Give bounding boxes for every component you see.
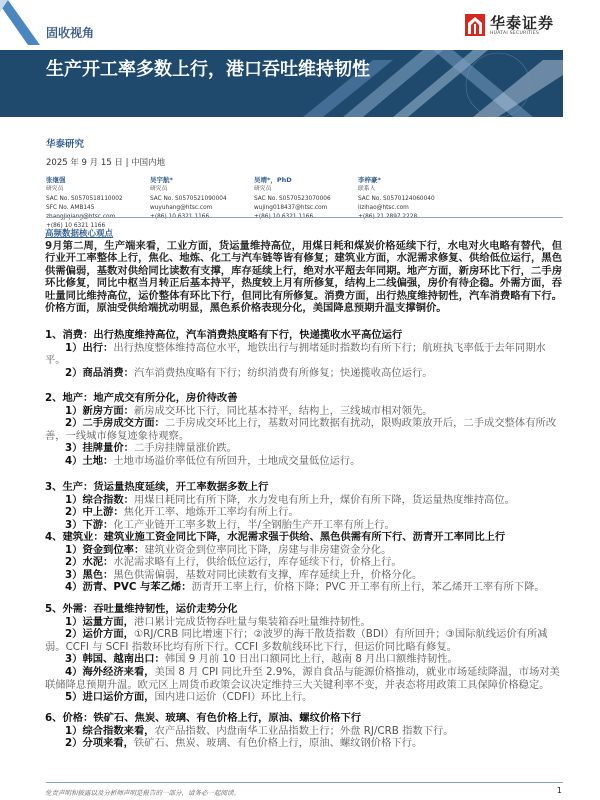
section-heading: 3、生产：货运量热度延续，开工率数据多数上行 [45,481,269,493]
item-text: 铁矿石、焦炭、玻璃、有色价格上行，原油、螺纹钢价格下行。 [133,737,423,750]
item-label: 2）二手房成交方面： [65,417,165,430]
item-label: 1）运量方面， [65,615,134,628]
section [45,481,562,531]
item-text: 二手房挂牌量涨价跌。 [133,442,237,455]
section-item [45,506,562,519]
section-item [45,616,562,629]
item-label: 3）挂牌量价： [65,442,134,455]
section-item [45,519,562,532]
section-heading: 4、建筑业：建筑业施工资金同比下降，水泥需求强于供给、黑色供需有所下行、沥青开工率同比上行 [45,531,506,543]
section-item [45,494,562,507]
item-label: 3）黑色： [65,568,114,581]
item-label: 2）分项来看， [65,737,134,750]
item-text: 汽车消费热度略有下行；纺织消费有所修复；快递揽收高位运行。 [133,366,433,379]
analyst-contact: SFC No. AMB145 [46,204,95,211]
item-label: 1）出行： [65,341,114,354]
analyst-contact: SAC No. S0570518110002 [46,195,123,202]
section [45,603,562,704]
analyst-contact: SAC No. S0570124060040 [358,195,435,202]
item-text: 新房成交环比下行，同比基本持平，结构上，三线城市相对领先。 [133,404,433,417]
analyst-role: 研究员 [150,186,168,193]
section-item [45,691,562,704]
item-label: 2）中上游： [65,506,124,519]
disclaimer: 免责声明和披露以及分析师声明是报告的一部分，请务必一起阅读。 [45,789,240,797]
analyst-contact: lizihao@htsc.com [358,204,409,211]
item-text: 农产品指数、内盘南华工业品指数上行；外盘 RJ/CRB 指数下行。 [154,724,454,737]
analyst-contact: wujing018437@htsc.com [254,204,328,211]
section [45,531,562,594]
title-banner [0,50,563,117]
page-number: 1 [556,786,562,795]
logo-mark-icon [465,14,485,36]
section-item [45,417,562,442]
item-text: 建筑业资金到位率同比下降，房建与非房建资金分化。 [144,543,392,556]
item-text: 化工产业链开工率多数上行，半/全钢胎生产开工率有所上行。 [113,518,395,531]
item-label: 4）沥青、PVC 与苯乙烯： [65,581,192,594]
section-item [45,367,562,380]
item-text: 美国 8 月 CPI 同比升至 2.9%，源自食品与能源价格推动，就业市场延续降温，市场对美联储降息预期升温。欧元区上周货币政策会议决定维持三大关键利率不变，并表态将用政策工具保障价格稳定。 [45,665,560,691]
item-label: 1）综合指数来看， [65,724,155,737]
section-item [45,405,562,418]
section [45,712,562,750]
analyst-contact: SAC No. S0570521090004 [150,195,227,202]
section-heading: 2、地产：地产成交有所分化，房价待改善 [45,392,238,404]
summary-heading: 高频数据核心观点 [45,229,114,239]
item-label: 3）下游： [65,518,114,531]
logo-text: 华泰证券 [490,13,555,32]
item-label: 3）韩国、越南出口： [65,653,165,666]
section-heading: 6、价格：铁矿石、焦炭、玻璃、有色价格上行，原油、螺纹价格下行 [45,712,362,724]
item-text: 焦化开工率、地炼开工率均有所上行。 [123,506,299,519]
analyst-card [358,176,462,232]
analyst-role: 研究员 [46,186,64,193]
item-label: 2）商品消费： [65,366,134,379]
summary [45,229,562,314]
item-text: 韩国 9 月前 10 日出口额同比上行，越南 8 月出口额维持韧性。 [164,653,458,666]
analyst-name: 吴靖*，PhD [254,176,292,184]
item-label: 2）水泥： [65,556,114,569]
section [45,392,562,468]
section-item [45,442,562,455]
item-text: 港口累计完成货物吞吐量与集装箱吞吐量维持韧性。 [133,615,371,628]
section-heading: 1、消费：出行热度维持高位，汽车消费热度略有下行，快递揽收水平高位运行 [45,329,403,341]
item-text: 用煤日耗同比有所下降，水力发电有所上升，煤价有所下降，货运量热度维持高位。 [133,493,515,506]
item-label: 4）海外经济来看， [65,665,155,678]
analyst-contact: SAC No. S0570523070006 [254,195,331,202]
analyst-role: 联系人 [358,186,376,193]
analyst-card [150,176,254,232]
item-text: 二手房成交环比上行，基数对同比数据有扰动，限购政策放开后，二手成交整体有所改善，一线城市修复迹象待观察。 [45,417,557,442]
report-title: 生产开工率多数上行，港口吞吐维持韧性 [46,59,370,80]
org-name: 华泰研究 [46,139,85,150]
item-label: 1）资金到位率： [65,543,145,556]
section-item [45,581,562,594]
analyst-card [46,176,150,232]
section-item [45,628,562,653]
corner-decoration [0,0,40,45]
item-text: 黑色供需偏弱，基数对同比读数有支撑，库存延续上升，价格分化。 [113,568,423,581]
section-heading: 5、外需：吞吐量维持韧性，运价走势分化 [45,603,238,615]
item-text: 水泥需求略有上行，供给低位运行，库存延续下行，价格上行。 [113,556,402,569]
analyst-card [254,176,358,232]
section [45,329,562,379]
item-label: 1）综合指数： [65,493,134,506]
analyst-contact: wuyuhang@htsc.com [150,204,213,211]
analyst-list [46,176,462,232]
section-item [45,544,562,557]
footer-divider [46,782,563,783]
analyst-contact: +(86) 10 6321 1166 [46,223,106,230]
item-text: 沥青开工率上行，价格下降；PVC 开工率有所上行，苯乙烯开工率有所下降。 [191,581,545,594]
summary-text: 9月第二周，生产端来看，工业方面，货运量维持高位，用煤日耗和煤炭价格延续下行，水电对火电略有替代，但行业开工率整体上行，焦化、地炼、化工与汽车链等皆有修复；建筑业方面，水泥需求修复、供给低位运行，黑色供需偏弱，基数对供给同比读数有支撑，库存延续上行，绝对水平超去年同期。地产方面，新房环比下行，二手房环比修复，同比中枢当月转正后基本持平，热度较上月有所修复，结构上二线偏强，房价有待企稳。外需方面，吞吐量同比维持高位，运价整体有环比下行，但同比有所修复。消费方面，出行热度维持韧性，汽车消费略有下行。价格方面，原油受供给端扰动明显，黑色系价格表现分化，美国降息预期升温支撑铜价。 [45,240,562,315]
divider [46,217,563,218]
logo-subtext: HUATAI SECURITIES [490,30,540,36]
item-label: 1）新房方面： [65,404,134,417]
item-text: 出行热度整体维持高位水平，地铁出行与拥堵延时指数均有所下行；航班执飞率低于去年同期水平。 [45,341,546,367]
section-item [45,737,562,750]
item-label: 4）土地： [65,454,114,467]
analyst-role: 研究员 [254,186,272,193]
section-item [45,455,562,468]
analyst-name: 吴宇航* [150,176,173,184]
item-label: 5）进口运价方面， [65,691,155,704]
section-item [45,666,562,691]
section-item [45,653,562,666]
section-item [45,556,562,569]
column-tag: 固收视角 [46,26,95,40]
analyst-name: 李梓豪* [358,176,381,184]
section-item [45,725,562,738]
section-item [45,342,562,367]
section-item [45,569,562,582]
item-label: 2）运价方面， [65,628,134,641]
analyst-name: 张继强 [46,176,66,184]
item-text: ①RJ/CRB 同比增速下行；②波罗的海干散货指数（BDI）有所回升；③国际航线运价有所减弱。CCFI 与 SCFI 指数环比均有所下行。CCFI 多数航线环比下行，但运价同比略有修复。 [45,628,548,653]
report-date: 2025 年 9 月 15 日 | 中国内地 [46,158,166,168]
item-text: 国内进口运价（CDFI）环比上行。 [154,691,313,704]
huatai-logo [465,14,554,36]
item-text: 土地市场溢价率低位有所回升，土地成交量低位运行。 [113,454,361,467]
